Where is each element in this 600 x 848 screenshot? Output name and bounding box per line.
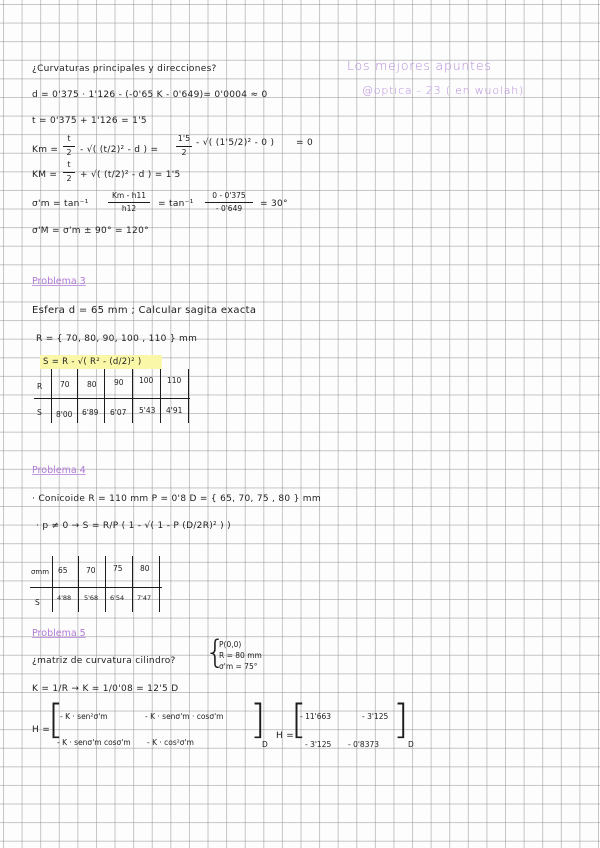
table3-s-cell: 4'91 — [166, 406, 183, 415]
matrix1-unit: D — [262, 740, 268, 749]
problem3-formula: S = R - √( R² - (d/2)² ) — [43, 357, 142, 367]
table3-r-cell: 90 — [114, 378, 124, 387]
table3-r-cell: 80 — [87, 380, 97, 389]
table4-col-line-3 — [105, 556, 106, 612]
table3-s-cell: 6'89 — [82, 408, 99, 417]
given-alpha: σ'm = 75° — [219, 662, 258, 671]
table3-row-label-s: S — [37, 408, 42, 417]
table4-divider — [30, 587, 162, 588]
table3-s-cell: 8'00 — [56, 410, 73, 419]
km-rhs: - √( (1'5/2)² - 0 ) — [196, 138, 275, 148]
table3-r-cell: 70 — [60, 380, 70, 389]
km-frac-num: 1'5 — [177, 134, 191, 143]
matrix2-n11: - 11'663 — [300, 712, 332, 721]
given-r: R = 80 mm — [219, 651, 262, 660]
watermark-line-1: Los mejores apuntes — [347, 58, 492, 73]
kM-t-num: t — [67, 160, 71, 169]
alpha-m-result: = 30° — [260, 199, 288, 209]
matrix2-n22: - 0'8373 — [348, 740, 380, 749]
matrix2-n21: - 3'125 — [305, 740, 332, 749]
matrix1-m12: - K · senσ'm · cosσ'm — [145, 712, 224, 721]
kM-label: KM = — [32, 170, 58, 180]
section1-title: ¿Curvaturas principales y direcciones? — [32, 64, 217, 74]
watermark-line-2: @optica - 23 ( en wuolah) — [362, 84, 525, 97]
table3-r-cell: 100 — [139, 376, 154, 385]
alpha-m-den: h12 — [121, 204, 137, 213]
table3-col-line-5 — [160, 369, 161, 423]
matrix1-m11: - K · sen²σ'm — [60, 712, 108, 721]
alpha-m-num2: 0 - 0'375 — [212, 191, 246, 200]
problem4-formula: · p ≠ 0 → S = R/P ( 1 - √( 1 - P (D/2R)² ) ) — [36, 521, 231, 531]
problem5-heading: Problema 5 — [32, 628, 86, 639]
matrix1-left-bracket: [ — [48, 697, 64, 743]
matrix2-left-bracket: [ — [291, 697, 307, 743]
km-t-bar — [63, 146, 75, 147]
d-equation: d = 0'375 · 1'126 - (-0'65 K - 0'649)= 0'0004 ≈ 0 — [32, 90, 268, 100]
matrix1-m22: - K · cos²σ'm — [147, 738, 194, 747]
given-p: P(0,0) — [219, 640, 242, 649]
given-brace: { — [205, 633, 226, 671]
table4-col-line-4 — [132, 556, 133, 612]
table4-col-line-5 — [159, 556, 160, 612]
table4-s-cell: 4'88 — [57, 594, 72, 602]
matrix1-m21: - K · senσ'm cosσ'm — [57, 738, 131, 747]
table3-s-cell: 5'43 — [139, 406, 156, 415]
table3-col-line-1 — [51, 369, 52, 423]
alpha-M-line: σ'M = σ'm ± 90° = 120° — [32, 226, 149, 236]
table4-row-label-s: S — [35, 598, 40, 607]
h-label-1: H = — [32, 725, 51, 735]
table3-col-line-4 — [132, 369, 133, 423]
table4-col-line-2 — [78, 556, 79, 612]
problem4-heading: Problema 4 — [32, 465, 86, 476]
h-label-2: H = — [276, 731, 295, 741]
matrix2-n12: - 3'125 — [362, 712, 389, 721]
km-t-num: t — [67, 134, 71, 143]
table3-row-label-r: R — [37, 382, 43, 391]
alpha-m-label: σ'm = tan⁻¹ — [32, 199, 89, 209]
problem3-heading: Problema 3 — [32, 276, 86, 287]
matrix2-unit: D — [408, 740, 414, 749]
km-result: = 0 — [296, 138, 314, 148]
k-equation: K = 1/R → K = 1/0'08 = 12'5 D — [32, 684, 179, 694]
alpha-m-num: Km - h11 — [112, 191, 146, 200]
table3-col-line-2 — [77, 369, 78, 423]
t-equation: t = 0'375 + 1'126 = 1'5 — [32, 116, 147, 126]
kM-t-den: 2 — [66, 174, 72, 183]
table4-s-cell: 7'47 — [137, 594, 152, 602]
problem3-statement: Esfera d = 65 mm ; Calcular sagita exacta — [32, 305, 257, 316]
table4-d-cell: 75 — [113, 564, 123, 573]
alpha-m-bar2 — [205, 202, 253, 203]
table4-col-line-1 — [52, 556, 53, 612]
problem4-statement: · Conicoide R = 110 mm P = 0'8 D = { 65, 70, 75 , 80 } mm — [32, 494, 321, 504]
table4-row-label-d: σmm — [31, 568, 50, 576]
table4-s-cell: 6'54 — [110, 594, 125, 602]
table3-r-cell: 110 — [167, 376, 182, 385]
table3-col-line-3 — [104, 369, 105, 423]
kM-t-bar — [63, 172, 75, 173]
km-frac-bar — [176, 146, 192, 147]
km-sqrt: - √( (t/2)² - d ) = — [80, 145, 159, 155]
alpha-m-den2: - 0'649 — [215, 204, 243, 213]
table4-d-cell: 65 — [58, 566, 68, 575]
alpha-m-mid: = tan⁻¹ — [158, 199, 194, 209]
matrix1-right-bracket: ] — [250, 697, 266, 743]
kM-rhs: + √( (t/2)² - d ) = 1'5 — [80, 170, 181, 180]
table3-s-cell: 6'07 — [110, 408, 127, 417]
problem5-statement: ¿matriz de curvatura cilindro? — [32, 656, 176, 666]
km-t-den: 2 — [66, 148, 72, 157]
alpha-m-bar — [108, 202, 150, 203]
table3-col-line-6 — [188, 369, 189, 423]
km-label: Km = — [32, 145, 59, 155]
table4-s-cell: 5'68 — [84, 594, 99, 602]
matrix2-right-bracket: ] — [393, 697, 409, 743]
table3-divider — [34, 398, 190, 399]
table4-d-cell: 70 — [86, 566, 96, 575]
problem3-r-values: R = { 70, 80, 90, 100 , 110 } mm — [36, 334, 198, 344]
km-frac-den: 2 — [181, 148, 187, 157]
table4-d-cell: 80 — [140, 564, 150, 573]
